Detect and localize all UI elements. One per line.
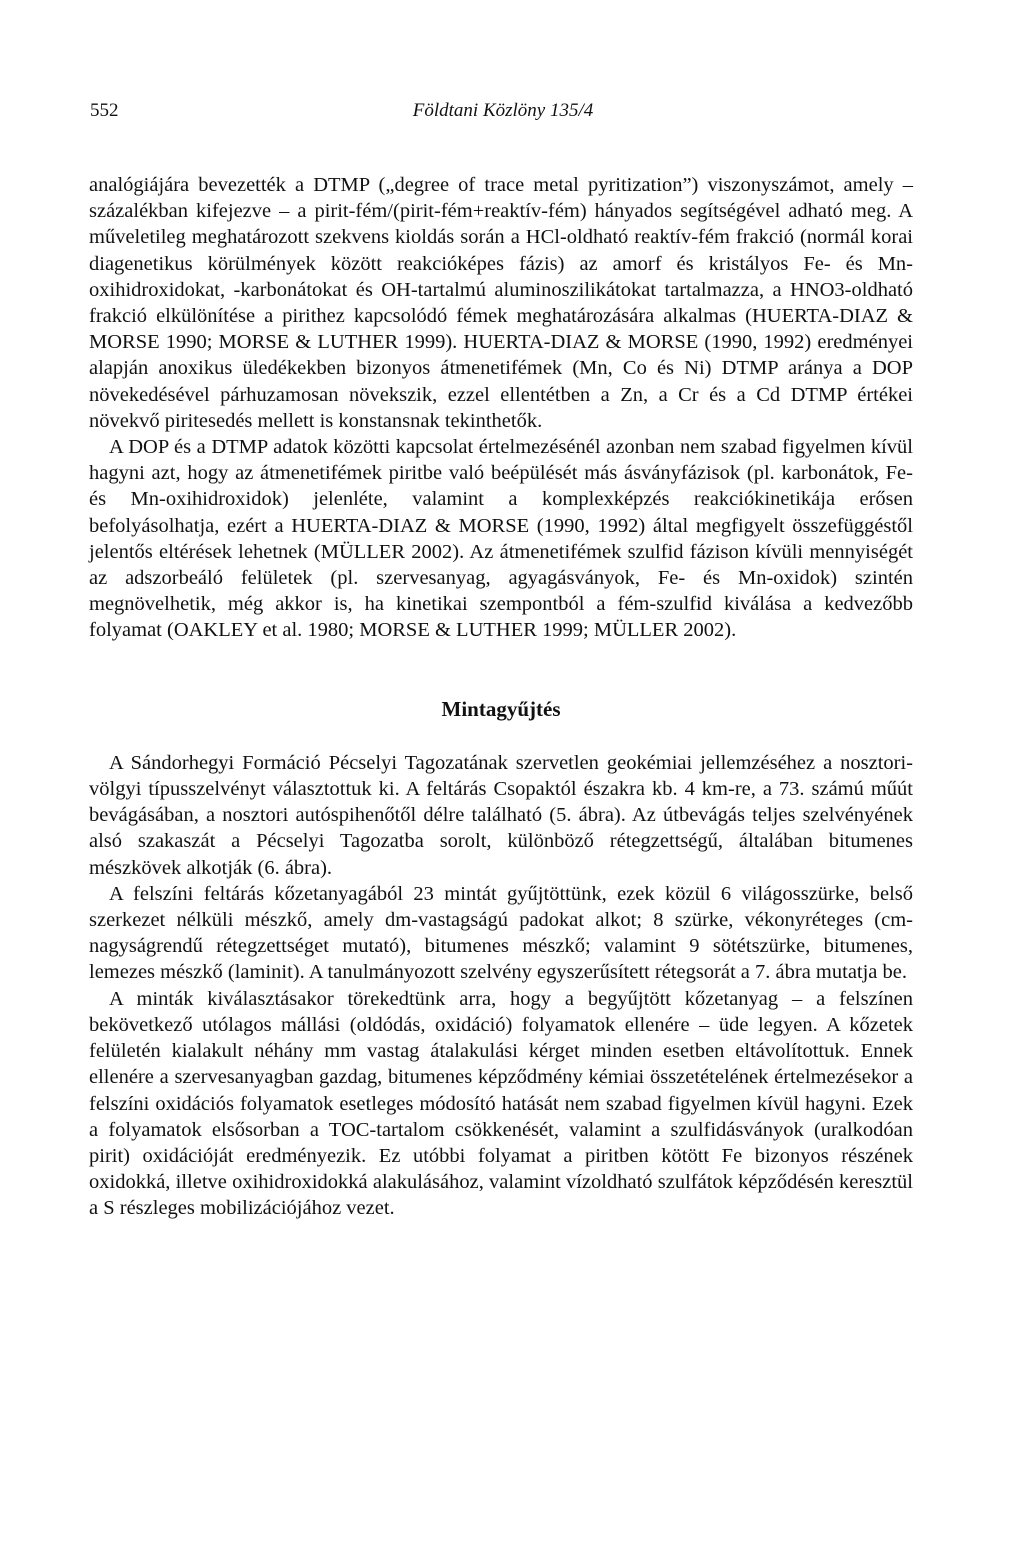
- paragraph-dop-dtmp: A DOP és a DTMP adatok közötti kapcsolat értelmezésénél azonban nem szabad figyelmen kívül hagyni azt, hogy az átmenetifémek piritbe való beépülését más ásványfázisok (pl. karbonátok, Fe- és Mn-oxihidroxidok) jelenléte, valamint a komplexképzés reakciókinetikája erősen befolyásolhatja, ezért a HUERTA-DIAZ & MORSE (1990, 1992) által megfigyelt összefüggéstől jelentős eltérések lehetnek (MÜLLER 2002). Az átmenetifémek szulfid fázison kívüli mennyiségét az adszorbeáló felületek (pl. szervesanyag, agyagásványok, Fe- és Mn-oxidok) szintén megnövelhetik, még akkor is, ha kinetikai szempontból a fém-szulfid kiválása a kedvezőbb folyamat (OAKLEY et al. 1980; MORSE & LUTHER 1999; MÜLLER 2002).: [89, 436, 913, 642]
- page-header: [90, 100, 916, 130]
- journal-title: Földtani Közlöny 135/4: [412, 100, 594, 121]
- section-heading-mintagyujtes: Mintagyűjtés: [441, 696, 561, 721]
- paragraph-dtmp: analógiájára bevezették a DTMP („degree of trace metal pyritization”) viszonyszámot, amely – százalékban kifejezve – a pirit-fém/(pirit-fém+reaktív-fém) hányados segítségével adható meg. A műveletileg meghatározott szekvens kioldás során a HCl-oldható reaktív-fém frakció (normál korai diagenetikus körülmények között reakcióképes fázis) az amorf és kristályos Fe- és Mn-oxihidroxidokat, -karbonátokat és OH-tartalmú aluminoszilikátokat tartalmazza, a HNO3-oldható frakció elkülönítése a pirithez kapcsolódó fémek meghatározására alkalmas (HUERTA-DIAZ & MORSE 1990; MORSE & LUTHER 1999). HUERTA-DIAZ & MORSE (1990, 1992) eredményei alapján anoxikus üledékekben bizonyos átmenetifémek (Mn, Co és Ni) DTMP aránya a DOP növekedésével párhuzamosan növekszik, ezzel ellentétben a Zn, a Cr és a Cd DTMP értékei növekvő piritesedés mellett is konstansnak tekinthetők.: [89, 174, 913, 432]
- paragraph-weathering: A minták kiválasztásakor törekedtünk arra, hogy a begyűjtött kőzetanyag – a felszínen bekövetkező utólagos mállási (oldódás, oxidáció) folyamatok ellenére – üde legyen. A kőzetek felületén kialakult néhány mm vastag átalakulási kérget minden esetben eltávolítottuk. Ennek ellenére a szervesanyagban gazdag, bitumenes képződmény kémiai összetételének értelmezésekor a felszíni oxidációs folyamatok esetleges módosító hatását nem szabad figyelmen kívül hagyni. Ezek a folyamatok elsősorban a TOC-tartalom csökkenését, valamint a szulfidásványok (uralkodóan pirit) oxidációját eredményezik. Ez utóbbi folyamat a piritben kötött Fe bizonyos részének oxidokká, illetve oxihidroxidokká alakulásához, valamint vízoldható szulfátok képződésén keresztül a S részleges mobilizációjához vezet.: [89, 987, 913, 1220]
- paragraph-samples: A felszíni feltárás kőzetanyagából 23 mintát gyűjtöttünk, ezek közül 6 világosszürke, belső szerkezet nélküli mészkő, amely dm-vastagságú padokat alkot; 8 szürke, vékonyréteges (cm-nagyságrendű rétegzettséget mutató), bitumenes mészkő; valamint 9 sötétszürke, bitumenes, lemezes mészkő (laminit). A tanulmányozott szelvény egyszerűsített rétegsorát a 7. ábra mutatja be.: [89, 882, 913, 984]
- page-number: 552: [90, 100, 119, 121]
- article-body: [89, 172, 913, 1222]
- paragraph-location: A Sándorhegyi Formáció Pécselyi Tagozatának szervetlen geokémiai jellemzéséhez a nosztori-völgyi típusszelvényt választottuk ki. A feltárás Csopaktól északra kb. 4 km-re, a 73. számú műút bevágásában, a nosztori autóspihenőtől délre található (5. ábra). Az útbevágás teljes szelvényének alsó szakaszát a Pécselyi Tagozatba sorolt, különböző rétegzettségű, általában bitumenes mészkövek alkotják (6. ábra).: [89, 751, 913, 879]
